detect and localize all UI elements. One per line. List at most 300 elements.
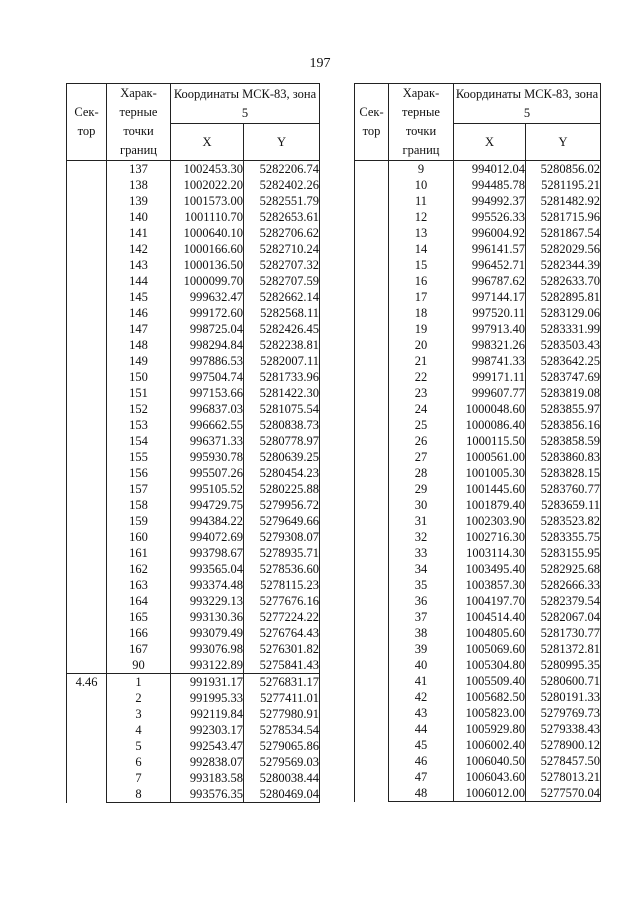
table-row <box>355 305 601 321</box>
point-number-cell: 10 <box>389 177 454 193</box>
x-coordinate-cell: 993565.04 <box>171 561 244 577</box>
point-number-cell: 41 <box>389 673 454 689</box>
y-coordinate-cell: 5281195.21 <box>526 177 601 193</box>
x-coordinate-cell: 999172.60 <box>171 305 244 321</box>
y-coordinate-cell: 5279649.66 <box>244 513 320 529</box>
y-coordinate-cell: 5282662.14 <box>244 289 320 305</box>
x-coordinate-cell: 1006012.00 <box>454 785 526 802</box>
y-coordinate-cell: 5277411.01 <box>244 690 320 706</box>
point-number-cell: 156 <box>107 465 171 481</box>
point-number-cell: 6 <box>107 754 171 770</box>
point-number-cell: 22 <box>389 369 454 385</box>
x-coordinate-cell: 996452.71 <box>454 257 526 273</box>
y-coordinate-cell: 5277570.04 <box>526 785 601 802</box>
x-coordinate-cell: 993130.36 <box>171 609 244 625</box>
x-coordinate-cell: 1004805.60 <box>454 625 526 641</box>
x-coordinate-cell: 991995.33 <box>171 690 244 706</box>
point-number-cell: 34 <box>389 561 454 577</box>
y-coordinate-cell: 5283503.43 <box>526 337 601 353</box>
right-table-body <box>355 161 601 802</box>
x-coordinate-cell: 992543.47 <box>171 738 244 754</box>
table-row <box>355 401 601 417</box>
coordinates-table-right <box>354 83 601 802</box>
y-coordinate-cell: 5282029.56 <box>526 241 601 257</box>
y-coordinate-cell: 5282633.70 <box>526 273 601 289</box>
y-coordinate-cell: 5276764.43 <box>244 625 320 641</box>
x-coordinate-cell: 994992.37 <box>454 193 526 209</box>
x-coordinate-cell: 1000561.00 <box>454 449 526 465</box>
table-row <box>355 225 601 241</box>
point-number-cell: 27 <box>389 449 454 465</box>
x-coordinate-cell: 997520.11 <box>454 305 526 321</box>
y-coordinate-cell: 5283856.16 <box>526 417 601 433</box>
point-number-cell: 151 <box>107 385 171 401</box>
point-number-cell: 16 <box>389 273 454 289</box>
x-coordinate-cell: 1000115.50 <box>454 433 526 449</box>
y-coordinate-cell: 5282551.79 <box>244 193 320 209</box>
y-coordinate-cell: 5281867.54 <box>526 225 601 241</box>
y-coordinate-cell: 5283760.77 <box>526 481 601 497</box>
point-number-cell: 44 <box>389 721 454 737</box>
point-number-cell: 13 <box>389 225 454 241</box>
x-coordinate-cell: 1003495.40 <box>454 561 526 577</box>
point-number-cell: 142 <box>107 241 171 257</box>
x-coordinate-cell: 998321.26 <box>454 337 526 353</box>
table-row <box>355 465 601 481</box>
point-number-cell: 42 <box>389 689 454 705</box>
table-row <box>355 497 601 513</box>
point-number-cell: 154 <box>107 433 171 449</box>
y-coordinate-cell: 5282666.33 <box>526 577 601 593</box>
x-coordinate-cell: 1005929.80 <box>454 721 526 737</box>
y-coordinate-cell: 5283858.59 <box>526 433 601 449</box>
x-coordinate-cell: 993576.35 <box>171 786 244 803</box>
point-number-cell: 5 <box>107 738 171 754</box>
x-coordinate-cell: 996837.03 <box>171 401 244 417</box>
coordinates-header: Координаты МСК-83, зона 5 <box>454 84 601 124</box>
point-number-cell: 144 <box>107 273 171 289</box>
x-coordinate-cell: 997913.40 <box>454 321 526 337</box>
x-coordinate-cell: 1006040.50 <box>454 753 526 769</box>
point-number-cell: 38 <box>389 625 454 641</box>
x-coordinate-cell: 994485.78 <box>454 177 526 193</box>
y-coordinate-cell: 5281482.92 <box>526 193 601 209</box>
y-coordinate-cell: 5282238.81 <box>244 337 320 353</box>
point-number-cell: 157 <box>107 481 171 497</box>
point-number-cell: 24 <box>389 401 454 417</box>
y-coordinate-cell: 5280778.97 <box>244 433 320 449</box>
point-number-cell: 40 <box>389 657 454 673</box>
y-coordinate-cell: 5281075.54 <box>244 401 320 417</box>
point-number-cell: 8 <box>107 786 171 803</box>
coordinates-header: Координаты МСК-83, зона 5 <box>171 84 320 124</box>
x-coordinate-cell: 1003114.30 <box>454 545 526 561</box>
table-row <box>355 609 601 625</box>
x-coordinate-cell: 992119.84 <box>171 706 244 722</box>
point-number-cell: 145 <box>107 289 171 305</box>
point-number-cell: 162 <box>107 561 171 577</box>
point-number-cell: 26 <box>389 433 454 449</box>
point-number-cell: 9 <box>389 161 454 178</box>
point-number-cell: 143 <box>107 257 171 273</box>
y-coordinate-cell: 5281715.96 <box>526 209 601 225</box>
y-coordinate-cell: 5280454.23 <box>244 465 320 481</box>
x-coordinate-cell: 995507.26 <box>171 465 244 481</box>
point-number-cell: 163 <box>107 577 171 593</box>
x-coordinate-cell: 992303.17 <box>171 722 244 738</box>
table-row <box>355 753 601 769</box>
y-coordinate-cell: 5280191.33 <box>526 689 601 705</box>
y-coordinate-cell: 5283355.75 <box>526 529 601 545</box>
y-coordinate-cell: 5282710.24 <box>244 241 320 257</box>
table-row <box>355 241 601 257</box>
x-coordinate-cell: 991931.17 <box>171 674 244 691</box>
table-row <box>355 737 601 753</box>
y-coordinate-cell: 5281372.81 <box>526 641 601 657</box>
y-coordinate-cell: 5279065.86 <box>244 738 320 754</box>
x-coordinate-cell: 1002716.30 <box>454 529 526 545</box>
x-coordinate-cell: 992838.07 <box>171 754 244 770</box>
point-number-cell: 138 <box>107 177 171 193</box>
x-coordinate-cell: 999607.77 <box>454 385 526 401</box>
point-number-cell: 32 <box>389 529 454 545</box>
x-coordinate-cell: 997886.53 <box>171 353 244 369</box>
point-number-cell: 159 <box>107 513 171 529</box>
table-row <box>355 337 601 353</box>
y-coordinate-cell: 5280225.88 <box>244 481 320 497</box>
point-number-cell: 28 <box>389 465 454 481</box>
point-number-cell: 31 <box>389 513 454 529</box>
point-number-cell: 161 <box>107 545 171 561</box>
table-row <box>355 273 601 289</box>
table-row <box>355 433 601 449</box>
table-row <box>355 545 601 561</box>
x-coordinate-cell: 997144.17 <box>454 289 526 305</box>
point-number-cell: 167 <box>107 641 171 657</box>
point-number-cell: 11 <box>389 193 454 209</box>
y-coordinate-cell: 5282402.26 <box>244 177 320 193</box>
x-coordinate-cell: 1004197.70 <box>454 593 526 609</box>
x-coordinate-cell: 996371.33 <box>171 433 244 449</box>
point-number-cell: 15 <box>389 257 454 273</box>
point-number-cell: 146 <box>107 305 171 321</box>
x-coordinate-cell: 1005304.80 <box>454 657 526 673</box>
table-row <box>355 657 601 673</box>
y-coordinate-cell: 5279956.72 <box>244 497 320 513</box>
x-coordinate-cell: 1000136.50 <box>171 257 244 273</box>
y-coordinate-cell: 5281730.77 <box>526 625 601 641</box>
x-coordinate-cell: 998294.84 <box>171 337 244 353</box>
x-coordinate-cell: 1006002.40 <box>454 737 526 753</box>
y-coordinate-cell: 5280600.71 <box>526 673 601 689</box>
x-coordinate-cell: 1000166.60 <box>171 241 244 257</box>
y-coordinate-cell: 5283642.25 <box>526 353 601 369</box>
table-row <box>355 481 601 497</box>
y-coordinate-cell: 5283129.06 <box>526 305 601 321</box>
point-number-cell: 164 <box>107 593 171 609</box>
point-number-cell: 12 <box>389 209 454 225</box>
coordinates-table-left <box>66 83 320 803</box>
y-coordinate-cell: 5280995.35 <box>526 657 601 673</box>
point-number-cell: 29 <box>389 481 454 497</box>
x-coordinate-cell: 1000048.60 <box>454 401 526 417</box>
y-coordinate-cell: 5283331.99 <box>526 321 601 337</box>
points-header: Харак-терные точки границ <box>107 84 171 161</box>
point-number-cell: 2 <box>107 690 171 706</box>
x-coordinate-cell: 994384.22 <box>171 513 244 529</box>
x-coordinate-cell: 1002022.20 <box>171 177 244 193</box>
point-number-cell: 18 <box>389 305 454 321</box>
y-coordinate-cell: 5283855.97 <box>526 401 601 417</box>
y-coordinate-cell: 5282707.59 <box>244 273 320 289</box>
x-coordinate-cell: 1001879.40 <box>454 497 526 513</box>
points-header: Харак-терные точки границ <box>389 84 454 161</box>
table-row <box>355 673 601 689</box>
y-coordinate-cell: 5278900.12 <box>526 737 601 753</box>
y-coordinate-cell: 5279569.03 <box>244 754 320 770</box>
point-number-cell: 25 <box>389 417 454 433</box>
point-number-cell: 37 <box>389 609 454 625</box>
x-coordinate-cell: 1004514.40 <box>454 609 526 625</box>
x-coordinate-cell: 1000099.70 <box>171 273 244 289</box>
table-row <box>355 177 601 193</box>
x-coordinate-cell: 993122.89 <box>171 657 244 674</box>
x-coordinate-cell: 1001445.60 <box>454 481 526 497</box>
x-coordinate-cell: 1003857.30 <box>454 577 526 593</box>
x-coordinate-cell: 993079.49 <box>171 625 244 641</box>
table-row <box>355 369 601 385</box>
sector-header: Сек-тор <box>355 84 389 161</box>
x-coordinate-cell: 997153.66 <box>171 385 244 401</box>
table-row <box>355 625 601 641</box>
table-row <box>355 289 601 305</box>
y-coordinate-cell: 5283747.69 <box>526 369 601 385</box>
page-number: 197 <box>309 56 331 71</box>
sector-header: Сек-тор <box>67 84 107 161</box>
table-row <box>67 674 320 691</box>
point-number-cell: 153 <box>107 417 171 433</box>
y-coordinate-cell: 5279308.07 <box>244 529 320 545</box>
y-coordinate-cell: 5276301.82 <box>244 641 320 657</box>
x-header: X <box>171 124 244 161</box>
point-number-cell: 20 <box>389 337 454 353</box>
x-coordinate-cell: 1005509.40 <box>454 673 526 689</box>
point-number-cell: 1 <box>107 674 171 691</box>
table-row <box>355 385 601 401</box>
table-row <box>355 689 601 705</box>
x-coordinate-cell: 1005823.00 <box>454 705 526 721</box>
y-coordinate-cell: 5280469.04 <box>244 786 320 803</box>
y-coordinate-cell: 5276831.17 <box>244 674 320 691</box>
point-number-cell: 150 <box>107 369 171 385</box>
table-row <box>355 257 601 273</box>
y-coordinate-cell: 5280856.02 <box>526 161 601 178</box>
y-coordinate-cell: 5282706.62 <box>244 225 320 241</box>
x-coordinate-cell: 1001110.70 <box>171 209 244 225</box>
x-coordinate-cell: 993798.67 <box>171 545 244 561</box>
point-number-cell: 3 <box>107 706 171 722</box>
x-coordinate-cell: 996141.57 <box>454 241 526 257</box>
point-number-cell: 139 <box>107 193 171 209</box>
x-coordinate-cell: 1005682.50 <box>454 689 526 705</box>
x-coordinate-cell: 998725.04 <box>171 321 244 337</box>
x-coordinate-cell: 998741.33 <box>454 353 526 369</box>
y-coordinate-cell: 5278935.71 <box>244 545 320 561</box>
x-coordinate-cell: 995526.33 <box>454 209 526 225</box>
x-coordinate-cell: 995105.52 <box>171 481 244 497</box>
point-number-cell: 23 <box>389 385 454 401</box>
table-row <box>355 353 601 369</box>
point-number-cell: 35 <box>389 577 454 593</box>
point-number-cell: 39 <box>389 641 454 657</box>
table-row <box>355 785 601 802</box>
point-number-cell: 141 <box>107 225 171 241</box>
y-coordinate-cell: 5278534.54 <box>244 722 320 738</box>
table-row <box>355 529 601 545</box>
x-header: X <box>454 124 526 161</box>
x-coordinate-cell: 1000640.10 <box>171 225 244 241</box>
point-number-cell: 4 <box>107 722 171 738</box>
y-coordinate-cell: 5282925.68 <box>526 561 601 577</box>
x-coordinate-cell: 1006043.60 <box>454 769 526 785</box>
sector-cell <box>67 161 107 674</box>
point-number-cell: 14 <box>389 241 454 257</box>
x-coordinate-cell: 1005069.60 <box>454 641 526 657</box>
point-number-cell: 152 <box>107 401 171 417</box>
table-row <box>355 705 601 721</box>
point-number-cell: 19 <box>389 321 454 337</box>
x-coordinate-cell: 994072.69 <box>171 529 244 545</box>
table-row <box>355 513 601 529</box>
x-coordinate-cell: 993076.98 <box>171 641 244 657</box>
point-number-cell: 7 <box>107 770 171 786</box>
point-number-cell: 17 <box>389 289 454 305</box>
y-coordinate-cell: 5277224.22 <box>244 609 320 625</box>
point-number-cell: 140 <box>107 209 171 225</box>
y-coordinate-cell: 5283523.82 <box>526 513 601 529</box>
y-coordinate-cell: 5283828.15 <box>526 465 601 481</box>
point-number-cell: 33 <box>389 545 454 561</box>
table-row <box>355 577 601 593</box>
y-coordinate-cell: 5281733.96 <box>244 369 320 385</box>
x-coordinate-cell: 994012.04 <box>454 161 526 178</box>
y-coordinate-cell: 5279769.73 <box>526 705 601 721</box>
x-coordinate-cell: 997504.74 <box>171 369 244 385</box>
point-number-cell: 148 <box>107 337 171 353</box>
point-number-cell: 47 <box>389 769 454 785</box>
x-coordinate-cell: 999632.47 <box>171 289 244 305</box>
y-coordinate-cell: 5277980.91 <box>244 706 320 722</box>
x-coordinate-cell: 999171.11 <box>454 369 526 385</box>
point-number-cell: 45 <box>389 737 454 753</box>
y-coordinate-cell: 5282344.39 <box>526 257 601 273</box>
y-coordinate-cell: 5280639.25 <box>244 449 320 465</box>
y-coordinate-cell: 5281422.30 <box>244 385 320 401</box>
x-coordinate-cell: 995930.78 <box>171 449 244 465</box>
point-number-cell: 36 <box>389 593 454 609</box>
y-coordinate-cell: 5282379.54 <box>526 593 601 609</box>
y-header: Y <box>526 124 601 161</box>
left-table-body <box>67 161 320 803</box>
point-number-cell: 90 <box>107 657 171 674</box>
point-number-cell: 21 <box>389 353 454 369</box>
table-row <box>355 321 601 337</box>
x-coordinate-cell: 993229.13 <box>171 593 244 609</box>
x-coordinate-cell: 1002453.30 <box>171 161 244 178</box>
y-coordinate-cell: 5282007.11 <box>244 353 320 369</box>
point-number-cell: 30 <box>389 497 454 513</box>
point-number-cell: 46 <box>389 753 454 769</box>
point-number-cell: 155 <box>107 449 171 465</box>
point-number-cell: 137 <box>107 161 171 178</box>
y-coordinate-cell: 5278457.50 <box>526 753 601 769</box>
y-coordinate-cell: 5283155.95 <box>526 545 601 561</box>
y-coordinate-cell: 5282206.74 <box>244 161 320 178</box>
table-row <box>67 161 320 178</box>
y-coordinate-cell: 5280038.44 <box>244 770 320 786</box>
y-coordinate-cell: 5283659.11 <box>526 497 601 513</box>
y-coordinate-cell: 5282707.32 <box>244 257 320 273</box>
y-coordinate-cell: 5275841.43 <box>244 657 320 674</box>
y-header: Y <box>244 124 320 161</box>
x-coordinate-cell: 1001573.00 <box>171 193 244 209</box>
y-coordinate-cell: 5283860.83 <box>526 449 601 465</box>
x-coordinate-cell: 1002303.90 <box>454 513 526 529</box>
table-row <box>355 561 601 577</box>
y-coordinate-cell: 5278013.21 <box>526 769 601 785</box>
point-number-cell: 166 <box>107 625 171 641</box>
table-row <box>355 593 601 609</box>
x-coordinate-cell: 994729.75 <box>171 497 244 513</box>
point-number-cell: 147 <box>107 321 171 337</box>
sector-cell: 4.46 <box>67 674 107 803</box>
table-row <box>355 209 601 225</box>
y-coordinate-cell: 5278536.60 <box>244 561 320 577</box>
table-row <box>355 769 601 785</box>
point-number-cell: 160 <box>107 529 171 545</box>
y-coordinate-cell: 5282426.45 <box>244 321 320 337</box>
table-row <box>355 161 601 178</box>
x-coordinate-cell: 993374.48 <box>171 577 244 593</box>
point-number-cell: 165 <box>107 609 171 625</box>
y-coordinate-cell: 5282067.04 <box>526 609 601 625</box>
y-coordinate-cell: 5282653.61 <box>244 209 320 225</box>
y-coordinate-cell: 5278115.23 <box>244 577 320 593</box>
y-coordinate-cell: 5277676.16 <box>244 593 320 609</box>
y-coordinate-cell: 5283819.08 <box>526 385 601 401</box>
y-coordinate-cell: 5279338.43 <box>526 721 601 737</box>
table-row <box>355 449 601 465</box>
point-number-cell: 48 <box>389 785 454 802</box>
x-coordinate-cell: 1001005.30 <box>454 465 526 481</box>
sector-cell <box>355 161 389 802</box>
point-number-cell: 43 <box>389 705 454 721</box>
point-number-cell: 158 <box>107 497 171 513</box>
table-row <box>355 193 601 209</box>
y-coordinate-cell: 5282895.81 <box>526 289 601 305</box>
y-coordinate-cell: 5280838.73 <box>244 417 320 433</box>
x-coordinate-cell: 996004.92 <box>454 225 526 241</box>
point-number-cell: 149 <box>107 353 171 369</box>
table-row <box>355 641 601 657</box>
x-coordinate-cell: 996662.55 <box>171 417 244 433</box>
x-coordinate-cell: 1000086.40 <box>454 417 526 433</box>
table-row <box>355 721 601 737</box>
y-coordinate-cell: 5282568.11 <box>244 305 320 321</box>
table-row <box>355 417 601 433</box>
x-coordinate-cell: 993183.58 <box>171 770 244 786</box>
x-coordinate-cell: 996787.62 <box>454 273 526 289</box>
